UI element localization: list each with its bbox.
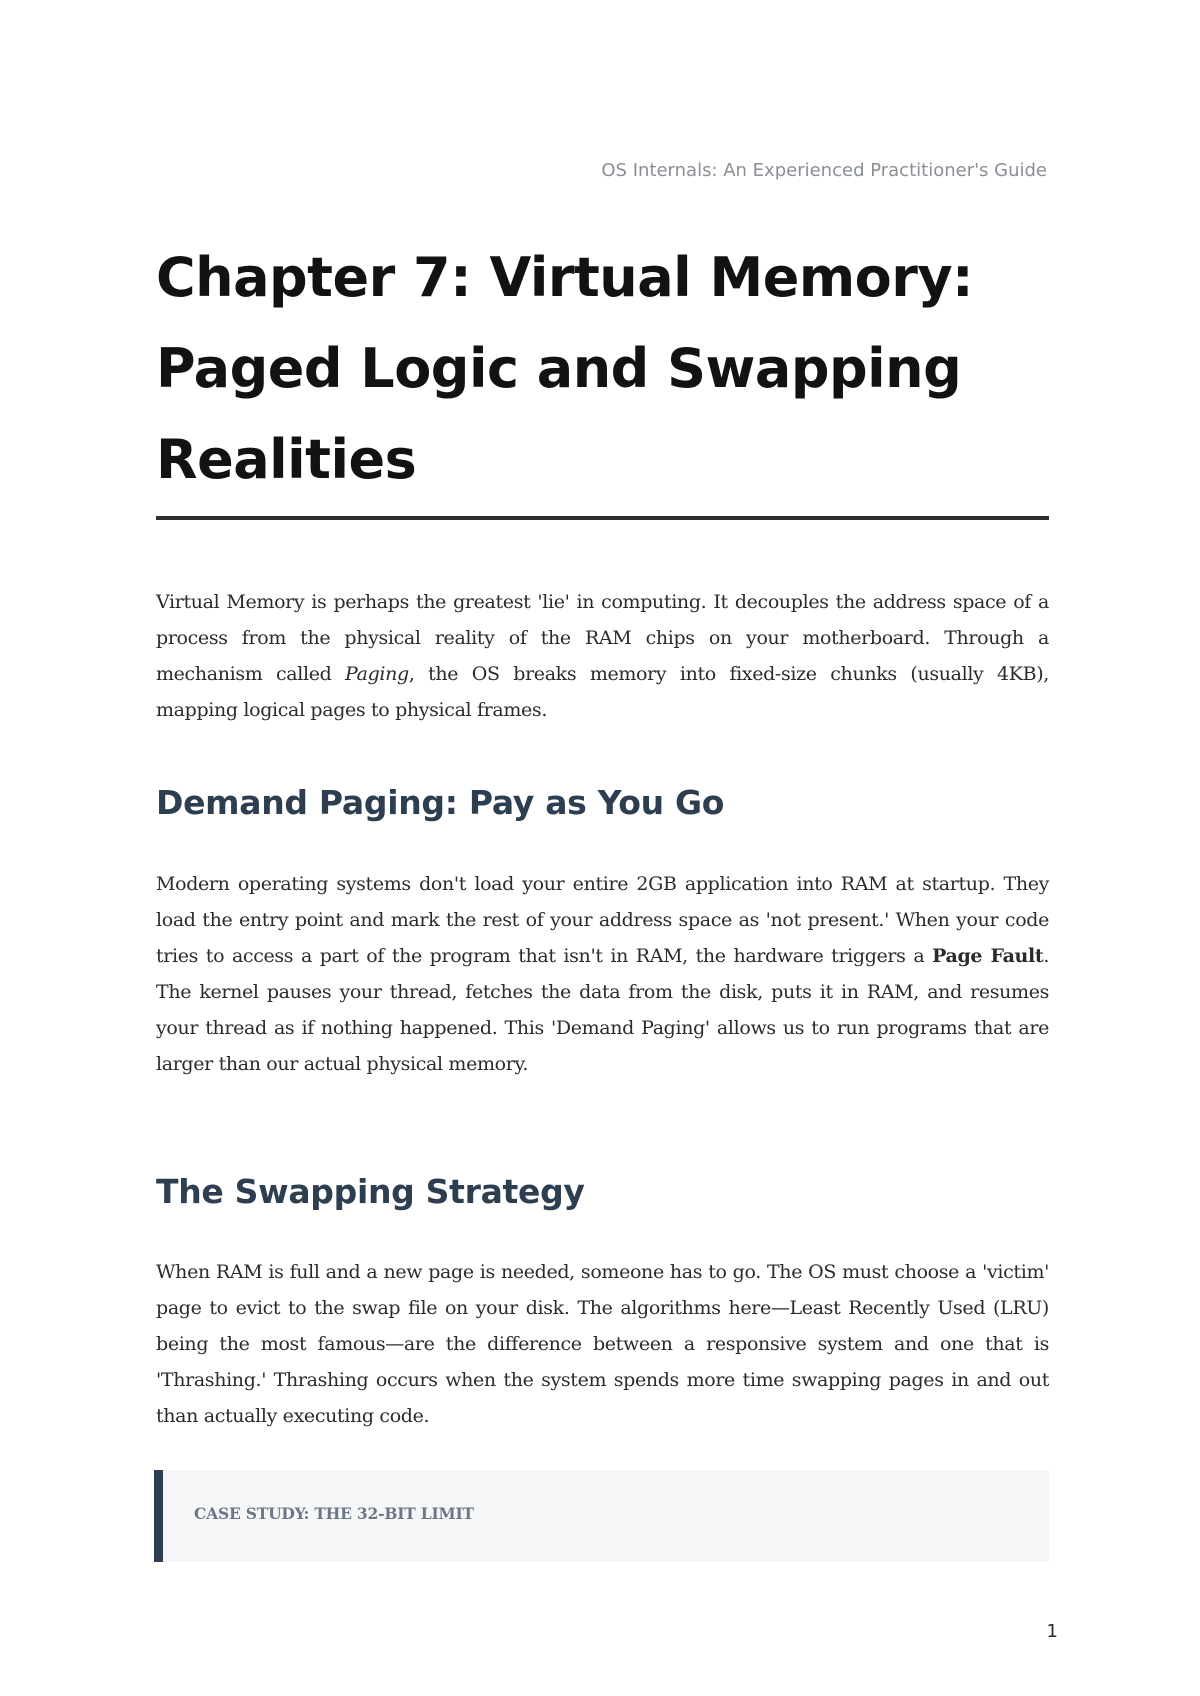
paging-term: Paging [345, 663, 409, 685]
callout-title: CASE STUDY: THE 32-BIT LIMIT [194, 1504, 474, 1523]
running-header: OS Internals: An Experienced Practitioner's Guide [601, 160, 1047, 181]
page-fault-term: Page Fault [932, 945, 1044, 967]
swapping-paragraph: When RAM is full and a new page is needed, someone has to go. The OS must choose a 'victim' page to evict to the swap file on your disk. The algorithms here—Least Recently Used (LRU) being the most famous—are the difference between a responsive system and one that is 'Thrashing.' Thrashing occurs when the system spends more time swapping pages in and out than actually executing code. [156, 1261, 1049, 1427]
page-number: 1 [1046, 1621, 1058, 1642]
demand-text-start: Modern operating systems don't load your entire 2GB application into RAM at startup. They load the entry point and mark the rest of your address space as 'not present.' When your code tries to access a part of the program that isn't in RAM, the hardware triggers a [156, 873, 1049, 967]
demand-text-end: . The kernel pauses your thread, fetches the data from the disk, puts it in RAM, and resumes your thread as if nothing happened. This 'Demand Paging' allows us to run programs that are larger than our actual physical memory. [156, 945, 1050, 1075]
title-divider [156, 516, 1049, 520]
chapter-title: Chapter 7: Virtual Memory: Paged Logic and Swapping Realities [156, 246, 974, 491]
section-heading-swapping: The Swapping Strategy [156, 1172, 585, 1211]
intro-text-end: , the OS breaks memory into fixed-size chunks (usually 4KB), mapping logical pages to physical frames. [156, 663, 1049, 721]
demand-paging-paragraph [156, 866, 1049, 1082]
intro-paragraph [156, 584, 1049, 728]
section-heading-demand-paging: Demand Paging: Pay as You Go [156, 783, 725, 822]
intro-text-start: Virtual Memory is perhaps the greatest 'lie' in computing. It decouples the address space of a process from the physical reality of the RAM chips on your motherboard. Through a mechanism called [156, 591, 1049, 685]
case-study-callout [154, 1470, 1049, 1562]
